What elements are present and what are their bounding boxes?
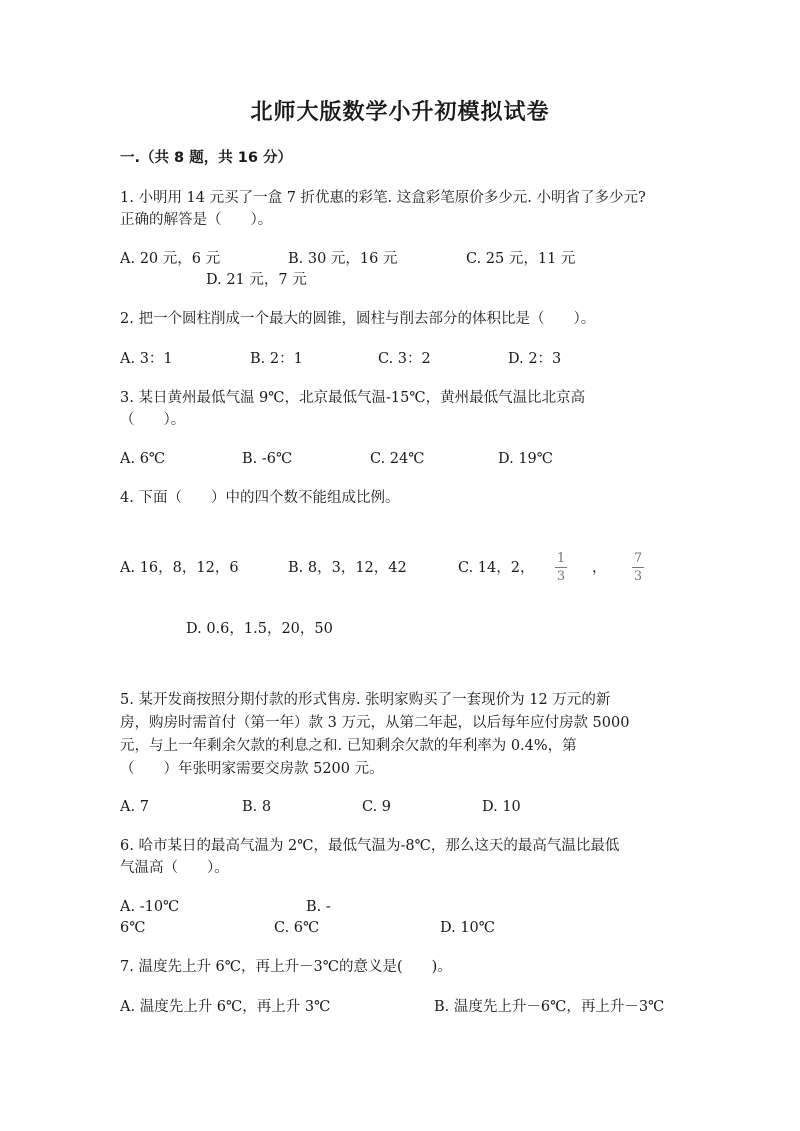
question-4-option-b: B. 8，3，12，42 bbox=[288, 560, 407, 576]
question-3-text-line2: （ ）。 bbox=[120, 412, 186, 428]
question-6-option-d: D. 10℃ bbox=[440, 920, 495, 936]
question-2-option-d: D. 2：3 bbox=[508, 351, 562, 367]
question-6-option-c: C. 6℃ bbox=[274, 920, 320, 936]
fraction-numerator: 1 bbox=[556, 551, 566, 566]
question-6-text: 6. 哈市某日的最高气温为 2℃，最低气温为-8℃，那么这天的最高气温比最低 bbox=[120, 838, 620, 854]
question-6-option-a: A. -10℃ bbox=[120, 899, 180, 915]
question-3-option-a: A. 6℃ bbox=[120, 451, 166, 467]
question-5-text-line3: 元，与上一年剩余欠款的利息之和. 已知剩余欠款的年利率为 0.4%，第 bbox=[120, 738, 577, 754]
question-5-option-a: A. 7 bbox=[120, 799, 149, 815]
page-title: 北师大版数学小升初模拟试卷 bbox=[250, 100, 550, 125]
question-5-option-b: B. 8 bbox=[242, 799, 272, 815]
question-1-option-c: C. 25 元，11 元 bbox=[466, 251, 576, 267]
question-2-option-a: A. 3：1 bbox=[120, 351, 173, 367]
question-2-option-c: C. 3：2 bbox=[378, 351, 431, 367]
question-4-option-c: C. 14，2， bbox=[458, 560, 535, 576]
question-3-text: 3. 某日黄州最低气温 9℃，北京最低气温-15℃，黄州最低气温比北京高 bbox=[120, 390, 586, 406]
fraction-bar bbox=[555, 567, 567, 568]
question-2-option-b: B. 2：1 bbox=[250, 351, 303, 367]
fraction-bar bbox=[632, 567, 644, 568]
question-7-option-b: B. 温度先上升－6℃，再上升－3℃ bbox=[434, 999, 665, 1015]
question-4-text: 4. 下面（ ）中的四个数不能组成比例。 bbox=[120, 490, 400, 506]
question-5-text-line4: （ ）年张明家需要交房款 5200 元。 bbox=[120, 761, 384, 777]
fraction-seven-thirds bbox=[632, 551, 644, 584]
question-6-option-b: B. - bbox=[306, 899, 331, 915]
fraction-one-third bbox=[555, 551, 567, 584]
question-6-option-b-cont: 6℃ bbox=[120, 920, 146, 936]
question-5-option-d: D. 10 bbox=[482, 799, 521, 815]
question-3-option-c: C. 24℃ bbox=[370, 451, 425, 467]
question-5-text-line2: 房，购房时需首付（第一年）款 3 万元，从第二年起，以后每年应付房款 5000 bbox=[120, 715, 630, 731]
question-7-option-a: A. 温度先上升 6℃，再上升 3℃ bbox=[120, 999, 331, 1015]
section-heading: 一.（共 8 题，共 16 分） bbox=[120, 150, 292, 166]
question-1-text: 1. 小明用 14 元买了一盒 7 折优惠的彩笔. 这盒彩笔原价多少元. 小明省了多少元? bbox=[120, 190, 646, 206]
question-1-option-d: D. 21 元，7 元 bbox=[206, 272, 307, 288]
question-6-text-line2: 气温高（ ）。 bbox=[120, 860, 229, 876]
fraction-numerator: 7 bbox=[633, 551, 643, 566]
question-1-option-a: A. 20 元，6 元 bbox=[120, 251, 221, 267]
question-5-option-c: C. 9 bbox=[362, 799, 392, 815]
fraction-denominator: 3 bbox=[633, 569, 643, 584]
fraction-denominator: 3 bbox=[556, 569, 566, 584]
question-3-option-b: B. -6℃ bbox=[242, 451, 293, 467]
question-3-option-d: D. 19℃ bbox=[498, 451, 553, 467]
question-4-option-d: D. 0.6，1.5，20，50 bbox=[186, 621, 333, 637]
question-1-option-b: B. 30 元，16 元 bbox=[288, 251, 398, 267]
question-5-text: 5. 某开发商按照分期付款的形式售房. 张明家购买了一套现价为 12 万元的新 bbox=[120, 692, 611, 708]
question-2-text: 2. 把一个圆柱削成一个最大的圆锥，圆柱与削去部分的体积比是（ ）。 bbox=[120, 311, 596, 327]
question-4-option-a: A. 16，8，12，6 bbox=[120, 560, 239, 576]
question-4-separator: ， bbox=[592, 560, 607, 576]
question-7-text: 7. 温度先上升 6℃，再上升－3℃的意义是( )。 bbox=[120, 959, 452, 975]
question-1-text-line2: 正确的解答是（ ）。 bbox=[120, 212, 273, 228]
